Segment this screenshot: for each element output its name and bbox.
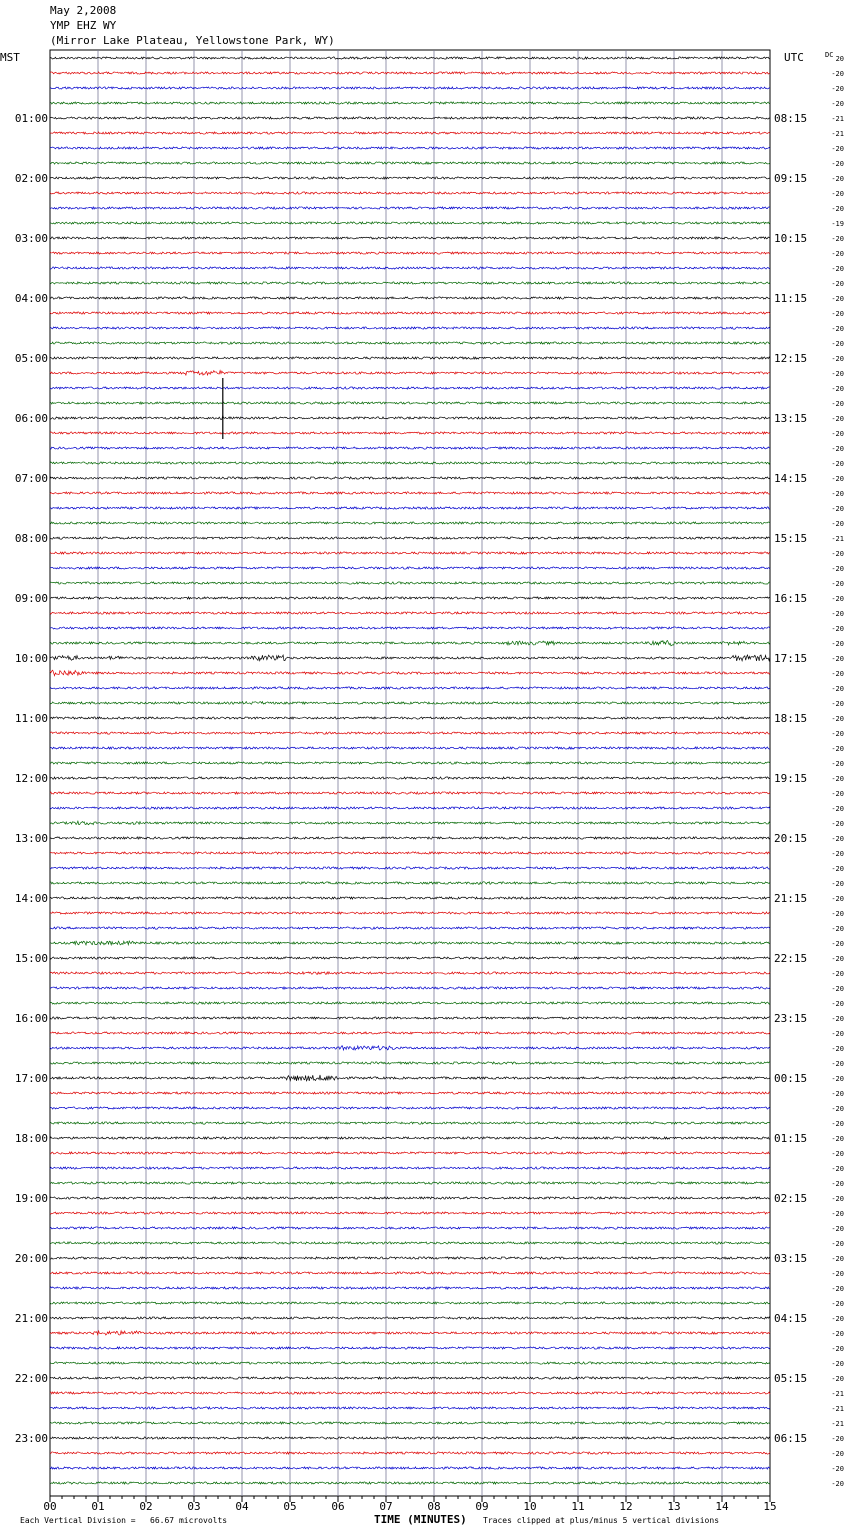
dc-offset-label: -20 (831, 850, 844, 858)
seismic-trace (50, 1002, 770, 1004)
mst-hour-label: 16:00 (14, 1012, 48, 1025)
seismic-trace (50, 717, 770, 719)
dc-offset-label: -20 (831, 640, 844, 648)
dc-offset-label: -20 (831, 445, 844, 453)
seismic-trace (50, 957, 770, 959)
x-tick-label: 00 (43, 1500, 57, 1513)
mst-hour-label: 05:00 (14, 352, 48, 365)
dc-offset-label: -20 (831, 1210, 844, 1218)
x-tick-label: 03 (187, 1500, 201, 1513)
seismic-trace (50, 655, 770, 661)
utc-hour-label: 10:15 (774, 232, 808, 245)
seismic-trace (50, 415, 770, 419)
dc-offset-label: -20 (831, 145, 844, 153)
utc-hour-label: 19:15 (774, 772, 808, 785)
seismic-trace (50, 312, 770, 314)
seismic-trace (50, 762, 770, 764)
x-tick-label: 11 (571, 1500, 585, 1513)
seismic-trace (50, 1062, 770, 1064)
seismic-trace (50, 477, 770, 479)
seismic-trace (50, 1377, 770, 1379)
dc-offset-label: -20 (831, 580, 844, 588)
dc-offset-label: -20 (831, 595, 844, 603)
dc-offset-label: -20 (831, 475, 844, 483)
x-tick-label: 07 (379, 1500, 393, 1513)
x-tick-label: 02 (139, 1500, 153, 1513)
seismic-trace (50, 1122, 770, 1124)
seismic-trace (50, 552, 770, 554)
dc-offset-label: -20 (831, 520, 844, 528)
dc-offset-label: -20 (831, 490, 844, 498)
utc-hour-label: 14:15 (774, 472, 808, 485)
x-tick-label: 12 (619, 1500, 633, 1513)
utc-hour-label: 23:15 (774, 1012, 808, 1025)
seismic-trace (50, 1032, 770, 1034)
dc-offset-label: -20 (831, 715, 844, 723)
dc-offset-label: -20 (831, 1150, 844, 1158)
mst-hour-label: 01:00 (14, 112, 48, 125)
dc-offset-label: -20 (831, 1330, 844, 1338)
seismic-trace (50, 1046, 770, 1050)
utc-hour-label: 12:15 (774, 352, 808, 365)
x-axis-title: TIME (MINUTES) (374, 1513, 467, 1526)
dc-offset-label: -20 (831, 865, 844, 873)
seismic-trace (50, 792, 770, 794)
dc-offset-label: -20 (831, 1180, 844, 1188)
dc-offset-label: -20 (831, 205, 844, 213)
seismic-trace (50, 747, 770, 749)
dc-offset-label: -20 (831, 1465, 844, 1473)
mst-hour-label: 06:00 (14, 412, 48, 425)
dc-offset-label: -20 (831, 1480, 844, 1488)
dc-offset-label: -20 (831, 625, 844, 633)
mst-hour-label: 12:00 (14, 772, 48, 785)
dc-offset-label: -20 (831, 250, 844, 258)
dc-offset-label: -20 (831, 280, 844, 288)
seismic-trace (50, 252, 770, 254)
x-tick-label: 15 (763, 1500, 777, 1513)
dc-offset-label: -20 (831, 1435, 844, 1443)
dc-offset-label: -20 (831, 925, 844, 933)
seismic-trace (50, 941, 770, 945)
dc-offset-label: -20 (831, 1375, 844, 1383)
plot-frame (50, 50, 770, 1496)
dc-offset-label: -21 (831, 1390, 844, 1398)
dc-offset-label: -20 (831, 610, 844, 618)
seismic-trace (50, 1467, 770, 1469)
dc-offset-label: -20 (831, 310, 844, 318)
scale-note: Each Vertical Division = 66.67 microvolts (20, 1516, 228, 1525)
mst-hour-label: 13:00 (14, 832, 48, 845)
mst-hour-label: 08:00 (14, 532, 48, 545)
x-tick-label: 09 (475, 1500, 489, 1513)
seismic-trace (50, 987, 770, 989)
utc-hour-label: 06:15 (774, 1432, 808, 1445)
x-tick-label: 05 (283, 1500, 297, 1513)
mst-hour-label: 19:00 (14, 1192, 48, 1205)
seismic-trace (50, 1317, 770, 1319)
dc-offset-label: -20 (831, 1060, 844, 1068)
seismic-trace (50, 807, 770, 809)
dc-offset-label: -20 (831, 505, 844, 513)
dc-offset-label: -20 (831, 670, 844, 678)
seismic-trace (50, 207, 770, 209)
utc-hour-label: 15:15 (774, 532, 808, 545)
seismic-trace (50, 57, 770, 59)
dc-offset-label: -20 (831, 1165, 844, 1173)
seismic-trace (50, 1107, 770, 1109)
seismic-trace (50, 147, 770, 149)
x-tick-label: 06 (331, 1500, 345, 1513)
seismic-trace (50, 462, 770, 464)
dc-offset-label: -20 (831, 340, 844, 348)
seismic-trace (50, 1331, 770, 1335)
seismic-trace (50, 1017, 770, 1019)
x-tick-label: 04 (235, 1500, 249, 1513)
seismic-trace (50, 267, 770, 269)
utc-hour-label: 05:15 (774, 1372, 808, 1385)
seismic-trace (50, 597, 770, 599)
header-station: YMP EHZ WY (50, 19, 117, 32)
dc-offset-label: -20 (831, 1120, 844, 1128)
dc-offset-label: -20 (831, 370, 844, 378)
x-tick-label: 14 (715, 1500, 729, 1513)
dc-offset-label: -20 (831, 1450, 844, 1458)
dc-offset-label: -20 (831, 1270, 844, 1278)
utc-hour-label: 13:15 (774, 412, 808, 425)
dc-offset-label: -20 (831, 1315, 844, 1323)
seismic-trace (50, 1302, 770, 1304)
dc-offset-label: -20 (831, 235, 844, 243)
dc-offset-label: -20 (831, 1000, 844, 1008)
seismic-trace (50, 1137, 770, 1139)
mst-hour-label: 11:00 (14, 712, 48, 725)
left-axis-label: MST (0, 51, 20, 64)
seismic-trace (50, 1092, 770, 1094)
seismic-trace (50, 177, 770, 179)
utc-hour-label: 16:15 (774, 592, 808, 605)
dc-offset-label: -20 (831, 955, 844, 963)
seismic-trace (50, 821, 770, 825)
seismic-trace (50, 102, 770, 104)
seismic-trace (50, 1197, 770, 1199)
dc-offset-label: -20 (831, 655, 844, 663)
seismic-trace (50, 852, 770, 854)
dc-offset-label: -20 (831, 1255, 844, 1263)
seismic-trace (50, 702, 770, 705)
seismic-trace (50, 402, 770, 404)
mst-hour-label: 03:00 (14, 232, 48, 245)
seismic-trace (50, 567, 770, 569)
mst-hour-label: 04:00 (14, 292, 48, 305)
seismic-trace (50, 1212, 770, 1214)
utc-hour-label: 02:15 (774, 1192, 808, 1205)
dc-offset-label: -20 (831, 1240, 844, 1248)
dc-offset-label: -20 (831, 835, 844, 843)
dc-label: DC (825, 51, 834, 59)
seismic-trace (50, 117, 770, 119)
seismic-trace (50, 897, 770, 899)
dc-offset-label: -21 (831, 1420, 844, 1428)
utc-hour-label: 03:15 (774, 1252, 808, 1265)
seismic-trace (50, 357, 770, 359)
seismic-trace (50, 1392, 770, 1394)
dc-offset-label: -21 (831, 115, 844, 123)
dc-offset-label: -20 (831, 820, 844, 828)
dc-offset-label: -20 (831, 430, 844, 438)
dc-offset-label: -20 (831, 1030, 844, 1038)
seismic-trace (50, 432, 770, 434)
seismic-trace (50, 87, 770, 89)
dc-offset-label: -20 (831, 700, 844, 708)
right-axis-label: UTC (784, 51, 804, 64)
dc-offset-label: -20 (831, 85, 844, 93)
seismic-trace (50, 1242, 770, 1244)
utc-hour-label: 11:15 (774, 292, 808, 305)
dc-offset-label: -20 (831, 565, 844, 573)
mst-hour-label: 18:00 (14, 1132, 48, 1145)
dc-offset-label: -20 (831, 295, 844, 303)
seismic-trace (50, 222, 770, 224)
dc-offset-label: -20 (831, 550, 844, 558)
header-date: May 2,2008 (50, 4, 117, 17)
utc-hour-label: 04:15 (774, 1312, 808, 1325)
dc-offset-label: -20 (831, 1195, 844, 1203)
dc-offset-label: -20 (831, 730, 844, 738)
seismic-trace (50, 670, 770, 676)
seismic-trace (50, 387, 770, 389)
seismic-trace (50, 927, 770, 929)
seismic-trace (50, 1362, 770, 1364)
seismic-trace (50, 732, 770, 734)
seismic-trace (50, 1437, 770, 1439)
seismic-trace (50, 237, 770, 239)
mst-hour-label: 09:00 (14, 592, 48, 605)
dc-offset-label: -20 (831, 790, 844, 798)
dc-offset-label: -21 (831, 130, 844, 138)
seismic-trace (50, 492, 770, 494)
dc-offset-label: -20 (831, 1135, 844, 1143)
seismic-trace (50, 1182, 770, 1184)
mst-hour-label: 10:00 (14, 652, 48, 665)
axis-labels (0, 51, 844, 1513)
dc-offset-label: -20 (831, 910, 844, 918)
dc-offset-label: -20 (831, 160, 844, 168)
seismic-trace (50, 342, 770, 344)
clip-note: Traces clipped at plus/minus 5 vertical divisions (483, 1516, 720, 1525)
dc-offset-label: -20 (831, 1360, 844, 1368)
seismic-trace (50, 327, 770, 329)
utc-hour-label: 01:15 (774, 1132, 808, 1145)
seismic-trace (50, 192, 770, 194)
dc-offset-label: -20 (831, 1105, 844, 1113)
dc-offset-label: -20 (831, 1345, 844, 1353)
seismic-trace (50, 582, 770, 584)
dc-offset-label: -20 (831, 265, 844, 273)
seismic-trace (50, 612, 770, 614)
dc-offset-label: -20 (831, 355, 844, 363)
seismic-trace (50, 867, 770, 869)
dc-offset-label: -20 (831, 805, 844, 813)
dc-offset-label: -20 (831, 415, 844, 423)
dc-offset-label: -20 (831, 1225, 844, 1233)
dc-offset-label: -20 (831, 400, 844, 408)
seismic-trace (50, 1257, 770, 1259)
utc-hour-label: 22:15 (774, 952, 808, 965)
seismic-trace (50, 687, 770, 689)
seismic-trace (50, 297, 770, 299)
dc-offset-label: -20 (831, 325, 844, 333)
seismic-trace (50, 1422, 770, 1424)
mst-hour-label: 22:00 (14, 1372, 48, 1385)
seismic-trace (50, 1452, 770, 1454)
seismic-trace (50, 1075, 770, 1081)
dc-offset-label: -20 (831, 1015, 844, 1023)
utc-hour-label: 17:15 (774, 652, 808, 665)
dc-offset-label: -20 (831, 745, 844, 753)
dc-offset-label: -20 (831, 1045, 844, 1053)
x-tick-label: 08 (427, 1500, 441, 1513)
utc-hour-label: 21:15 (774, 892, 808, 905)
dc-offset-label: -20 (831, 685, 844, 693)
seismic-trace (50, 882, 770, 885)
dc-offset-label: -20 (831, 940, 844, 948)
dc-offset-label: -20 (831, 100, 844, 108)
dc-offset-label: -20 (831, 970, 844, 978)
dc-offset-label: -20 (831, 190, 844, 198)
header-location: (Mirror Lake Plateau, Yellowstone Park, WY) (50, 34, 335, 47)
seismic-trace (50, 972, 770, 975)
dc-offset-label: -20 (831, 175, 844, 183)
seismic-trace (50, 447, 770, 449)
seismic-trace (50, 371, 770, 376)
seismic-trace (50, 837, 770, 839)
seismic-trace (50, 132, 770, 134)
traces (50, 57, 770, 1484)
seismic-trace (50, 1227, 770, 1229)
dc-offset-label: -21 (831, 1405, 844, 1413)
x-tick-label: 13 (667, 1500, 681, 1513)
mst-hour-label: 15:00 (14, 952, 48, 965)
seismic-trace (50, 1167, 770, 1169)
dc-offset-label: -20 (831, 775, 844, 783)
seismic-trace (50, 522, 770, 524)
utc-hour-label: 00:15 (774, 1072, 808, 1085)
seismic-trace (50, 507, 770, 509)
seismic-trace (50, 537, 770, 539)
utc-hour-label: 09:15 (774, 172, 808, 185)
dc-offset-label: 20 (835, 55, 844, 63)
mst-hour-label: 23:00 (14, 1432, 48, 1445)
mst-hour-label: 07:00 (14, 472, 48, 485)
seismic-trace (50, 1287, 770, 1289)
seismic-trace (50, 1272, 770, 1274)
dc-offset-label: -20 (831, 1090, 844, 1098)
seismic-trace (50, 912, 770, 914)
seismic-trace (50, 1482, 770, 1484)
seismic-trace (50, 282, 770, 284)
utc-hour-label: 18:15 (774, 712, 808, 725)
mst-hour-label: 17:00 (14, 1072, 48, 1085)
seismic-trace (50, 72, 770, 74)
utc-hour-label: 08:15 (774, 112, 808, 125)
dc-offset-label: -20 (831, 895, 844, 903)
dc-offset-label: -20 (831, 985, 844, 993)
mst-hour-label: 02:00 (14, 172, 48, 185)
dc-offset-label: -20 (831, 460, 844, 468)
seismic-trace (50, 777, 770, 779)
seismic-trace (50, 1152, 770, 1154)
dc-offset-label: -21 (831, 535, 844, 543)
dc-offset-label: -19 (831, 220, 844, 228)
seismic-trace (50, 627, 770, 629)
dc-offset-label: -20 (831, 880, 844, 888)
dc-offset-label: -20 (831, 760, 844, 768)
mst-hour-label: 20:00 (14, 1252, 48, 1265)
dc-offset-label: -20 (831, 1285, 844, 1293)
x-tick-label: 01 (91, 1500, 105, 1513)
dc-offset-label: -20 (831, 1075, 844, 1083)
seismic-trace (50, 1407, 770, 1409)
dc-offset-label: -20 (831, 1300, 844, 1308)
mst-hour-label: 21:00 (14, 1312, 48, 1325)
x-tick-label: 10 (523, 1500, 537, 1513)
seismic-trace (50, 162, 770, 164)
dc-offset-label: -20 (831, 70, 844, 78)
mst-hour-label: 14:00 (14, 892, 48, 905)
dc-offset-label: -20 (831, 385, 844, 393)
seismic-trace (50, 1347, 770, 1349)
seismic-trace (50, 640, 770, 645)
utc-hour-label: 20:15 (774, 832, 808, 845)
